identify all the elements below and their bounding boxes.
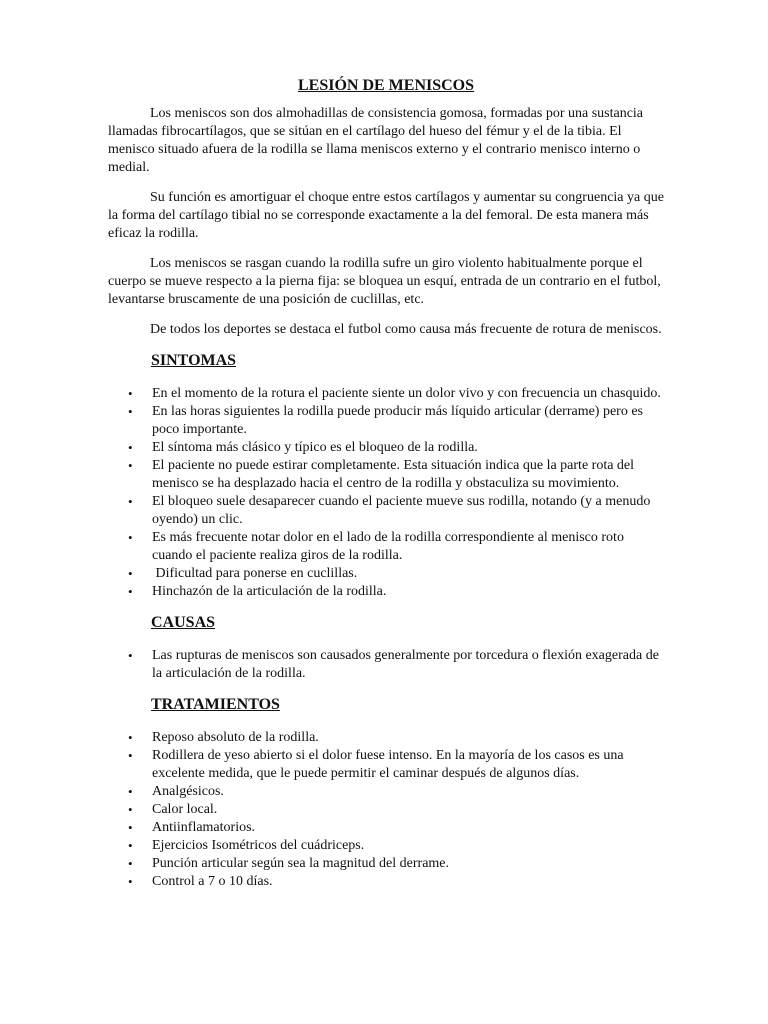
bullet-icon: • <box>128 874 133 889</box>
list-item-text: El paciente no puede estirar completamente. Esta situación indica que la parte rota del menisco se ha desplazado hacia el centro de la rodilla y obstaculiza su movimiento. <box>152 458 635 491</box>
list-item <box>108 439 664 457</box>
list-item <box>108 747 664 783</box>
list-item <box>108 583 664 601</box>
bullet-icon: • <box>128 440 133 455</box>
section-heading: TRATAMIENTOS <box>151 696 280 713</box>
list-item-text: En las horas siguientes la rodilla puede producir más líquido articular (derrame) pero es poco importante. <box>152 404 643 437</box>
list-item <box>108 403 664 439</box>
list-item-text: Analgésicos. <box>152 784 224 799</box>
bullet-icon: • <box>128 730 133 745</box>
list-item-text: Ejercicios Isométricos del cuádriceps. <box>152 838 365 853</box>
causes-list <box>108 647 664 683</box>
symptoms-list <box>108 385 664 601</box>
list-item <box>108 873 664 891</box>
list-item-text: Reposo absoluto de la rodilla. <box>152 730 319 745</box>
list-item-text: Rodillera de yeso abierto si el dolor fuese intenso. En la mayoría de los casos es una excelente medida, que le puede permitir el caminar después de algunos días. <box>152 748 624 781</box>
list-item-text: Las rupturas de meniscos son causados generalmente por torcedura o flexión exagerada de la articulación de la rodilla. <box>152 648 659 681</box>
paragraph-mechanism: Los meniscos se rasgan cuando la rodilla sufre un giro violento habitualmente porque el cuerpo se mueve respecto a la pierna fija: se bloquea un esquí, entrada de un contrario en el futbol, levantarse bruscamente de una posición de cuclillas, etc. <box>108 256 661 307</box>
list-item <box>108 565 664 583</box>
section-tratamientos <box>108 695 664 891</box>
list-item <box>108 801 664 819</box>
bullet-icon: • <box>128 584 133 599</box>
paragraph-function: Su función es amortiguar el choque entre estos cartílagos y aumentar su congruencia ya que la forma del cartílago tibial no se corresponde exactamente a la del femoral. De esta manera más eficaz la rodilla. <box>108 190 664 241</box>
bullet-icon: • <box>128 820 133 835</box>
list-item <box>108 493 664 529</box>
list-item <box>108 385 664 403</box>
bullet-icon: • <box>128 386 133 401</box>
list-item-text: En el momento de la rotura el paciente siente un dolor vivo y con frecuencia un chasquido. <box>152 386 661 401</box>
list-item <box>108 783 664 801</box>
list-item-text: Dificultad para ponerse en cuclillas. <box>152 566 358 581</box>
section-sintomas <box>108 351 664 601</box>
bullet-icon: • <box>128 748 133 763</box>
list-item-text: Punción articular según sea la magnitud del derrame. <box>152 856 450 871</box>
bullet-icon: • <box>128 856 133 871</box>
list-item-text: Calor local. <box>152 802 218 817</box>
bullet-icon: • <box>128 494 133 509</box>
bullet-icon: • <box>128 530 133 545</box>
bullet-icon: • <box>128 802 133 817</box>
list-item <box>108 837 664 855</box>
document-title: LESIÓN DE MENISCOS <box>297 77 475 94</box>
list-item-text: El bloqueo suele desaparecer cuando el paciente mueve sus rodilla, notando (y a menudo oyendo) un clic. <box>152 494 651 527</box>
list-item <box>108 729 664 747</box>
bullet-icon: • <box>128 838 133 853</box>
list-item-text: Hinchazón de la articulación de la rodilla. <box>152 584 387 599</box>
list-item-text: Antiinflamatorios. <box>152 820 256 835</box>
bullet-icon: • <box>128 458 133 473</box>
section-causas <box>108 613 664 683</box>
list-item <box>108 819 664 837</box>
list-item <box>108 855 664 873</box>
document-page <box>108 76 664 903</box>
list-item-text: Control a 7 o 10 días. <box>152 874 273 889</box>
paragraph-definition: Los meniscos son dos almohadillas de consistencia gomosa, formadas por una sustancia llamadas fibrocartílagos, que se sitúan en el cartílago del hueso del fémur y el de la tibia. El menisco situado afuera de la rodilla se llama meniscos externo y el contrario menisco interno o medial. <box>108 106 644 175</box>
list-item <box>108 647 664 683</box>
paragraph-sports: De todos los deportes se destaca el futbol como causa más frecuente de rotura de meniscos. <box>150 322 662 337</box>
bullet-icon: • <box>128 784 133 799</box>
bullet-icon: • <box>128 648 133 663</box>
treatments-list <box>108 729 664 891</box>
section-heading: SINTOMAS <box>151 352 237 369</box>
bullet-icon: • <box>128 566 133 581</box>
list-item-text: El síntoma más clásico y típico es el bloqueo de la rodilla. <box>152 440 478 455</box>
section-heading: CAUSAS <box>151 614 216 631</box>
bullet-icon: • <box>128 404 133 419</box>
list-item <box>108 457 664 493</box>
list-item-text: Es más frecuente notar dolor en el lado de la rodilla correspondiente al menisco roto cuando el paciente realiza giros de la rodilla. <box>152 530 624 563</box>
list-item <box>108 529 664 565</box>
